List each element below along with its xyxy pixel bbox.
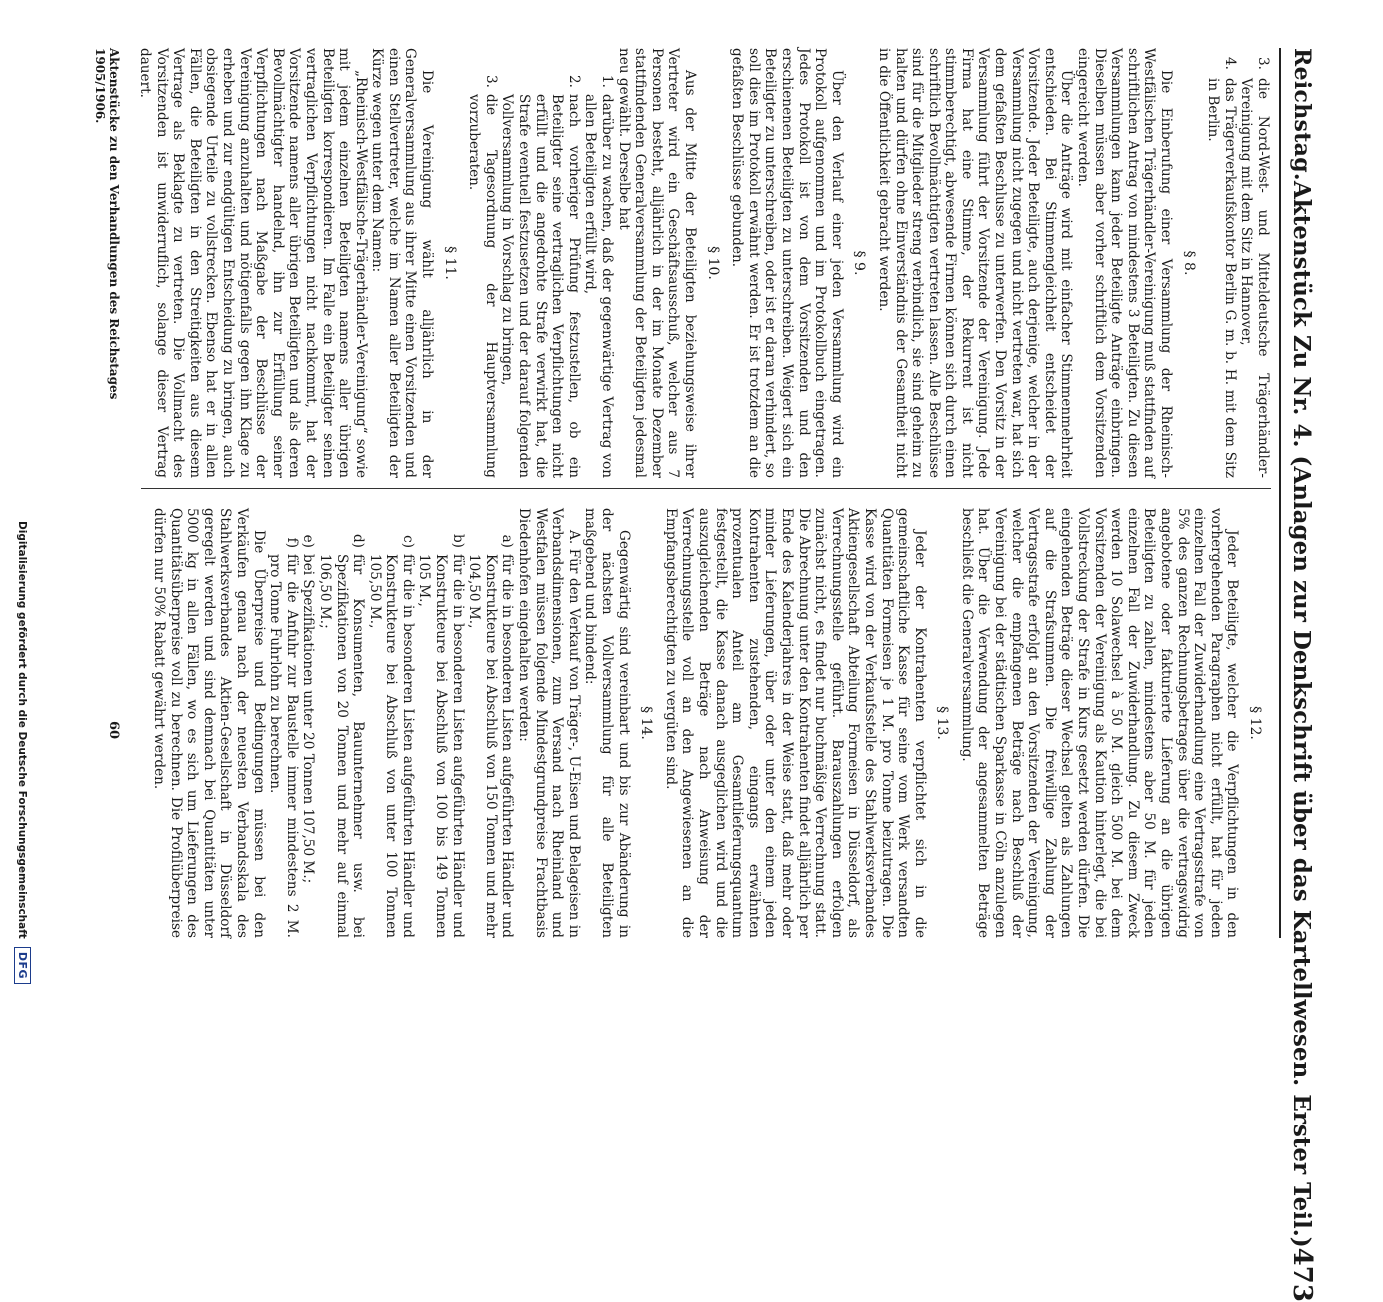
section-heading: § 13. [934, 706, 951, 740]
paragraph: Jeder der Kontrahenten verpflichtet sich in die gemeinschaftliche Kasse für seine vom Werk versandten Quantitäten Formeisen je 1 M. pro Tonne beizutragen. Die Kasse wird von der Verkaufsstelle des Stahlwerksverbandes Aktiengesellschaft Abteilung Formeisen in Düsseldorf, als Verrechnungsstelle geführt. Barauszahlungen erfolgen zunächst nicht, es findet nur buchmäßige Verrechnung statt. Die Abrechnung unter den Kontrahenten findet alljährlich per Ende des Kalenderjahres in der Weise statt, daß mehr oder minder Lieferungen, über oder unter den einem jeden Kontrahenten zustehenden, eingangs erwähnten prozentualen Anteil am Gesamtlieferungsquantum festgestellt, die Kasse danach ausgeglichen wird und die auszugleichenden Beträge nach Anweisung der Verrechnungsstelle voll an den Angewiesenen an die Empfangsberechtigten zu vergüten sind. [662, 508, 928, 938]
paragraph: Die Vereinigung wählt alljährlich in der Generalversammlung aus ihrer Mitte einen Vorsitzenden und einen Stellvertreter, welche im Namen aller Beteiligten der Kürze wegen unter dem Namen: [369, 48, 436, 478]
paragraph: Jeder Beteiligte, welcher die Verpflichtungen in den vorhergehenden Paragraphen nicht erfüllt, hat für jeden einzelnen Fall der Zuwiderhandlung eine Vertragsstrafe von 5% des ganzen Rechnungsbetrages über die vertragswidrig angebotene oder fakturierte Lieferung an die übrigen Beteiligten zu zahlen, mindestens aber 50 M. für jeden einzelnen Fall der Zuwiderhandlung. Zu diesem Zweck werden 10 Solawechsel à 50 M. gleich 500 M. bei dem Vorsitzenden der Vereinigung als Kaution hinterlegt, die bei Vollstreckung der Strafe in Kurs gesetzt werden dürfen. Die eingehenden Beträge dieser Wechsel gelten als Zahlungen auf die Strafsummen. Die freiwillige Zahlung der Vertragsstrafe erfolgt an den Vorsitzenden der Vereinigung, welcher die empfangenen Beträge nach Beschluß der Vereinigung bei der städtischen Sparkasse in Cöln anzulegen hat. Über die Verwendung der angesammelten Beträge beschließt die Generalversammlung. [958, 508, 1241, 938]
paragraph: Über die Anträge wird mit einfacher Stimmenmehrheit entschieden. Bei Stimmengleichheit entscheidet der Vorsitzende. Jeder Beteiligte, auch derjenige, welcher in der Versammlung nicht zugegen und nicht vertreten war, hat sich dem gefaßten Beschlusse zu unterwerfen. Den Vorsitz in der Versammlung führt der Vorsitzende der Vereinigung. Jede Firma hat eine Stimme, der Rekurrent ist nicht stimmberechtigt, abwesende Firmen können sich durch einen schriftlich Bevollmächtigten vertreten lassen. Alle Beschlüsse sind für die Mitglieder streng verbindlich, sie sind geheim zu halten und dürfen ohne Einverständnis der Gesamtheit nicht in die Öffentlichkeit gebracht werden. [875, 48, 1075, 478]
list-item: f) für die Anfuhr zur Baustelle immer mindestens 2 M. pro Tonne Fuhrlohn zu berechnen. [267, 537, 300, 938]
list-item: b) für die in besonderen Listen aufgeführten Händler und Konstrukteure bei Abschluß von 100 bis 149 Tonnen 105 M., [416, 533, 466, 938]
paragraph: Gegenwärtig sind vereinbart und bis zur Abänderung in der nächsten Vollversammlung für alle Beteiligten maßgebend und bindend: [582, 508, 632, 938]
funding-text: Digitalisierung gefördert durch die Deutsche Forschungsgemeinschaft [16, 521, 29, 939]
left-column [136, 48, 1271, 478]
section-heading: § 14. [638, 706, 655, 740]
list-item: 3. die Nord-West- und Mitteldeutsche Trägerhändler-Vereinigung mit dem Sitz in Hannover, [1238, 57, 1271, 478]
list-item: 1. darüber zu wachen, daß der gegenwärtige Vertrag von allen Beteiligten erfüllt wird, [582, 75, 616, 478]
paragraph: Aus der Mitte der Beteiligten beziehungsweise ihrer Vertreter wird ein Geschäftsausschuß, welcher aus 7 Personen besteht, alljährlich in der im Monate Dezember stattfindenden Generalversammlung der Beteiligten jedesmal neu gewählt. Derselbe hat [615, 48, 698, 478]
column-divider [141, 488, 1271, 489]
right-column [150, 508, 1271, 938]
list-item: c) für die in besonderen Listen aufgeführten Händler und Konstrukteure bei Abschluß von unter 100 Tonnen 105,50 M., [366, 535, 416, 938]
section-heading: § 8. [1180, 250, 1197, 276]
signature-number: 60 [106, 720, 121, 740]
section-heading: § 11. [441, 246, 458, 280]
paragraph: A. Für den Verkauf von Träger-, U-Eisen und Belageisen in Verbandsdimensionen, zum Versand nach Rheinland und Westfalen müssen folgende Mindestgrundpreise Frachtbasis Diedenhofen eingehalten werden: [516, 508, 582, 938]
list-item: a) für die in besonderen Listen aufgeführten Händler und Konstrukteure bei Abschluß von 150 Tonnen und mehr 104,50 M., [466, 534, 516, 938]
paragraph: Über den Verlauf einer jeden Versammlung wird ein Protokoll aufgenommen und im Protokollbuch eingetragen. Jedes Protokoll ist von dem Vorsitzenden und den erschienenen Beteiligten zu unterschreiben. Weigert sich ein Beteiligter zu unterschreiben, oder ist er daran verhindert, so soll dies im Protokoll erwähnt werden. Er ist trotzdem an die gefaßten Beschlüsse gebunden. [729, 48, 845, 478]
header-page-number: 473 [1287, 1247, 1317, 1302]
header-title: Aktenstück Zu Nr. 4. (Anlagen zur Denkschrift über das Kartellwesen. Erster Teil.) [1288, 180, 1316, 1248]
section-heading: § 12. [1247, 706, 1263, 740]
section-heading: § 10. [704, 246, 721, 280]
list-item: e) bei Spezifikationen unter 20 Tonnen 107,50 M.; [300, 534, 317, 884]
paragraph: Die Überpreise und Bedingungen müssen bei den Verkäufen genau nach der neuesten Verbandsskala des Stahlwerksverbandes Aktien-Gesellschaft in Düsseldorf geregelt werden und sind demnach bei Quantitäten unter 5000 kg in allen Fällen, wo es sich um Lieferungen des Quantitätsüberpreise voll zu berechnen. Die Profilüberpreise dürfen nur 50% Rabatt gewährt werden. [151, 508, 267, 938]
funding-note [14, 16, 31, 984]
list-item: 2. nach vorheriger Prüfung festzustellen, ob ein Beteiligter seine vertraglichen Verpflichtungen nicht erfüllt und die angedrohte Strafe verwirkt hat, die Strafe eventuell festzusetzen und der darauf folgenden Vollversammlung in Vorschlag zu bringen, [499, 75, 582, 478]
paragraph: Die Einberufung einer Versammlung der Rheinisch-Westfälischen Trägerhändler-Vereinigung muß stattfinden auf schriftlichen Antrag von mindestens 3 Beteiligten. Zu diesen Versammlungen kann jeder Beteiligte Anträge einbringen. Dieselben müssen aber vorher schriftlich dem Vorsitzenden eingereicht werden. [1075, 48, 1175, 478]
list-item: 3. die Tagesordnung der Hauptversammlung vorzuberaten. [466, 75, 499, 478]
page-header [1279, 48, 1323, 1302]
header-left: Reichstag. [1289, 48, 1315, 181]
paragraph: „Rheinisch-Westfälische-Trägerhändler-Vereinigung“ sowie mit jedem einzelnen Beteiligten namens aller übrigen Beteiligten korrespondieren. Im Falle ein Beteiligter seinen vertraglichen Verpflichtungen nicht nachkommt, hat der Vorsitzende namens aller übrigen Beteiligten und als deren Bevollmächtigter handelnd, ihn zur Erfüllung seiner Verpflichtungen nach Maßgabe der Beschlüsse der Vereinigung anzuhalten und nötigenfalls gegen ihn Klage zu erheben und zur endgültigen Entscheidung zu bringen, auch obsiegende Urteile zu vollstrecken. Ebenso hat er in allen Fällen, die Beteiligten in den Streitigkeiten aus diesem Vertrage als Beklagte zu vertreten. Die Vollmacht des Vorsitzenden ist unwiderruflich, solange dieser Vertrag dauert. [137, 48, 369, 478]
list-item: d) für Konsumenten, Bauunternehmer usw. bei Spezifikationen von 20 Tonnen und mehr auf einmal 106,50 M.; [316, 533, 367, 938]
dfg-logo: DFG [14, 947, 31, 984]
list-item: 4. das Trägerverkaufskontor Berlin G. m. b. H. mit dem Sitz in Berlin. [1205, 57, 1238, 478]
page-footer: Aktenstücke zu den Verhandlungen des Reichstages 1905/1906. [93, 48, 121, 400]
section-heading: § 9. [851, 250, 868, 276]
